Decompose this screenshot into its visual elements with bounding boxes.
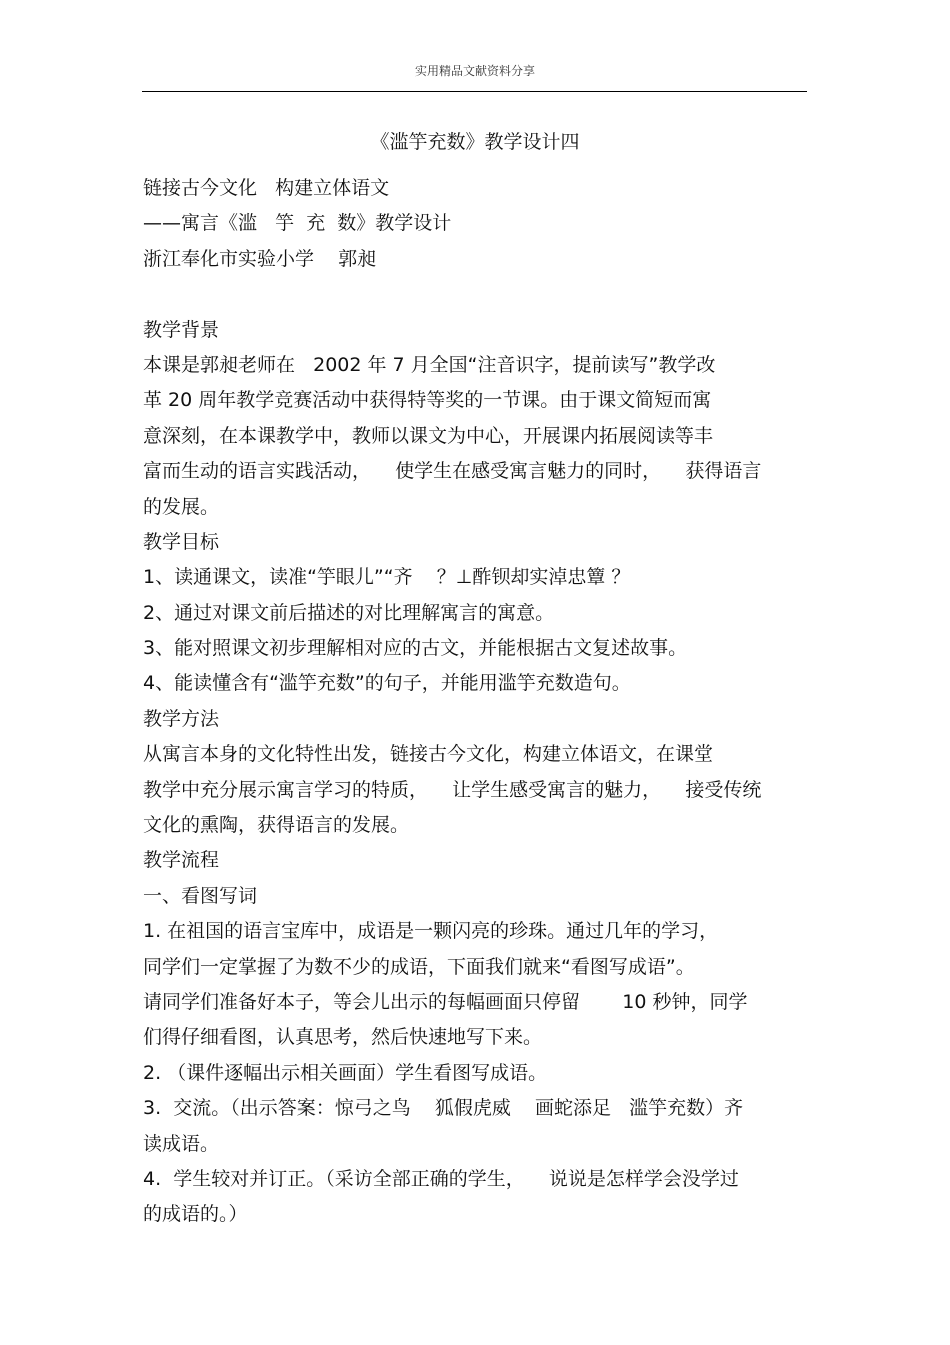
paragraph-line: 革 20 周年教学竞赛活动中获得特等奖的一节课。由于课文简短而寓	[143, 389, 712, 412]
paragraph-line: 请同学们准备好本子，等会儿出示的每幅画面只停留 10 秒钟，同学	[143, 990, 748, 1013]
list-item: 3、能对照课文初步理解相对应的古文，并能根据古文复述故事。	[143, 637, 688, 660]
section-heading: 教学背景	[143, 318, 220, 341]
paragraph-line: 的成语的。）	[143, 1203, 248, 1226]
paragraph-line: 富而生动的语言实践活动， 使学生在感受寓言魅力的同时， 获得语言	[143, 460, 762, 483]
paragraph-line: 读成语。	[143, 1132, 220, 1155]
paragraph-line: 3. 交流。（出示答案：惊弓之鸟 狐假虎威 画蛇添足 滥竽充数）齐	[143, 1097, 744, 1120]
paragraph-line: 同学们一定掌握了为数不少的成语，下面我们就来“看图写成语”。	[143, 955, 695, 978]
paragraph-line: 4. 学生较对并订正。（采访全部正确的学生， 说说是怎样学会没学过	[143, 1167, 739, 1190]
section-heading: 教学目标	[143, 530, 220, 553]
paragraph-line: 2. （课件逐幅出示相关画面）学生看图写成语。	[143, 1061, 548, 1084]
subsection-heading: 一、看图写词	[143, 884, 258, 907]
paragraph-line: 从寓言本身的文化特性出发，链接古今文化，构建立体语文，在课堂	[143, 743, 714, 766]
header-divider	[142, 91, 807, 92]
blank-line	[143, 277, 815, 312]
document-body	[143, 171, 815, 1233]
paragraph-line: 的发展。	[143, 495, 220, 518]
intro-line: 浙江奉化市实验小学 郭昶	[143, 247, 377, 270]
paragraph-line: 文化的熏陶，获得语言的发展。	[143, 814, 410, 837]
paragraph-line: 本课是郭昶老师在 2002 年 7 月全国“注音识字，提前读写”教学改	[143, 353, 716, 376]
paragraph-line: 们得仔细看图，认真思考，然后快速地写下来。	[143, 1026, 543, 1049]
paragraph-line: 1. 在祖国的语言宝库中，成语是一颗闪亮的珍珠。通过几年的学习，	[143, 920, 719, 943]
paragraph-line: 教学中充分展示寓言学习的特质， 让学生感受寓言的魅力， 接受传统	[143, 778, 762, 801]
list-item: 1、读通课文，读准“竽眼儿”“齐 ？⊥酢钡却实淖忠簟 ？	[143, 566, 631, 589]
intro-line: ——寓言《滥 竽 充 数》教学设计	[143, 212, 452, 235]
page-header: 实用精品文献资料分享	[414, 64, 535, 78]
list-item: 2、通过对课文前后描述的对比理解寓言的寓意。	[143, 601, 555, 624]
intro-line: 链接古今文化 构建立体语文	[143, 177, 390, 199]
paragraph-line: 意深刻，在本课教学中，教师以课文为中心，开展课内拓展阅读等丰	[143, 424, 714, 447]
section-heading: 教学方法	[143, 707, 220, 730]
section-heading: 教学流程	[143, 849, 220, 872]
list-item: 4、能读懂含有“滥竽充数”的句子，并能用滥竽充数造句。	[143, 672, 631, 695]
document-title: 《滥竽充数》教学设计四	[370, 131, 580, 153]
